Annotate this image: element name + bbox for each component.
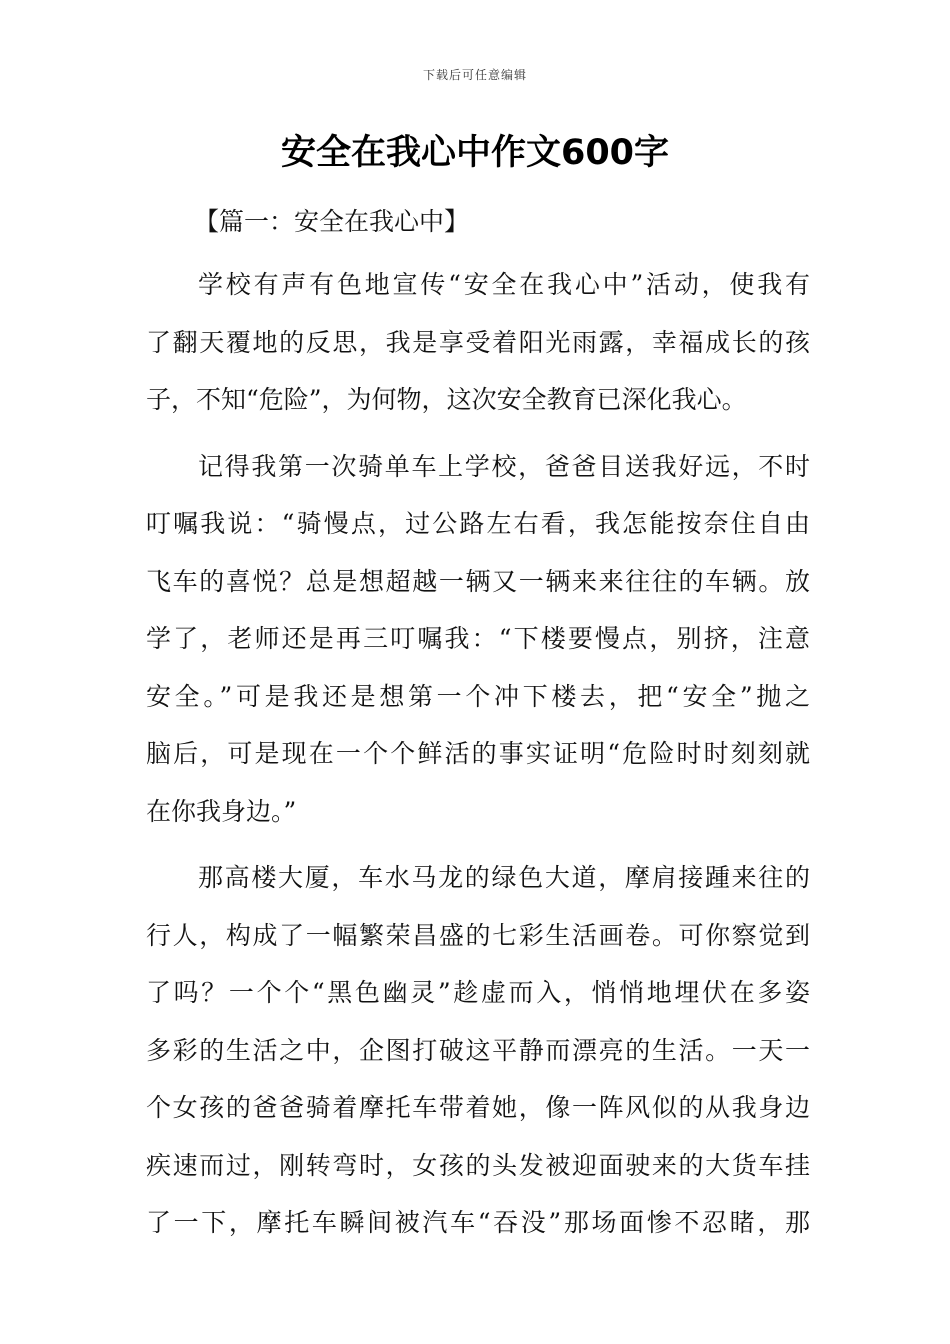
paragraph-line: 脑后，可是现在一个个鲜活的事实证明“危险时时刻刻就 (146, 739, 810, 768)
paragraph-line: 飞车的喜悦？总是想超越一辆又一辆来来往往的车辆。放 (146, 566, 810, 596)
section-heading: 【篇一：安全在我心中】 (194, 207, 470, 236)
paragraph-line: 了一下，摩托车瞬间被汽车“吞没”那场面惨不忍睹，那 (146, 1208, 810, 1237)
paragraph-1 (146, 256, 810, 429)
paragraph-3 (146, 849, 810, 1252)
document-title: 安全在我心中作文600字 (280, 133, 670, 173)
paragraph-line: 记得我第一次骑单车上学校，爸爸目送我好远，不时 (198, 451, 810, 481)
paragraph-line: 个女孩的爸爸骑着摩托车带着她，像一阵风似的从我身边 (146, 1093, 810, 1122)
paragraph-2 (146, 438, 810, 841)
paragraph-line: 叮嘱我说：“骑慢点，过公路左右看，我怎能按奈住自由 (146, 509, 810, 538)
paragraph-line: 在你我身边。” (146, 796, 297, 826)
paragraph-line: 了吗？一个个“黑色幽灵”趁虚而入，悄悄地埋伏在多姿 (146, 978, 810, 1007)
paragraph-line: 那高楼大厦，车水马龙的绿色大道，摩肩接踵来往的 (198, 863, 810, 892)
paragraph-line: 安全。”可是我还是想第一个冲下楼去，把“安全”抛之 (146, 681, 810, 711)
paragraph-line: 了翻天覆地的反思，我是享受着阳光雨露，幸福成长的孩 (146, 327, 810, 357)
paragraph-line: 学校有声有色地宣传“安全在我心中”活动，使我有 (198, 270, 810, 299)
paragraph-line: 学了，老师还是再三叮嘱我：“下楼要慢点，别挤，注意 (146, 624, 810, 653)
document-body (146, 197, 810, 1252)
paragraph-line: 子，不知“危险”，为何物，这次安全教育已深化我心。 (146, 385, 747, 414)
paragraph-line: 多彩的生活之中，企图打破这平静而漂亮的生活。一天一 (146, 1035, 810, 1065)
paragraph-line: 疾速而过，刚转弯时，女孩的头发被迎面驶来的大货车挂 (146, 1150, 810, 1180)
paragraph-line: 行人，构成了一幅繁荣昌盛的七彩生活画卷。可你察觉到 (146, 920, 810, 950)
header-note: 下载后可任意编辑 (422, 68, 527, 82)
